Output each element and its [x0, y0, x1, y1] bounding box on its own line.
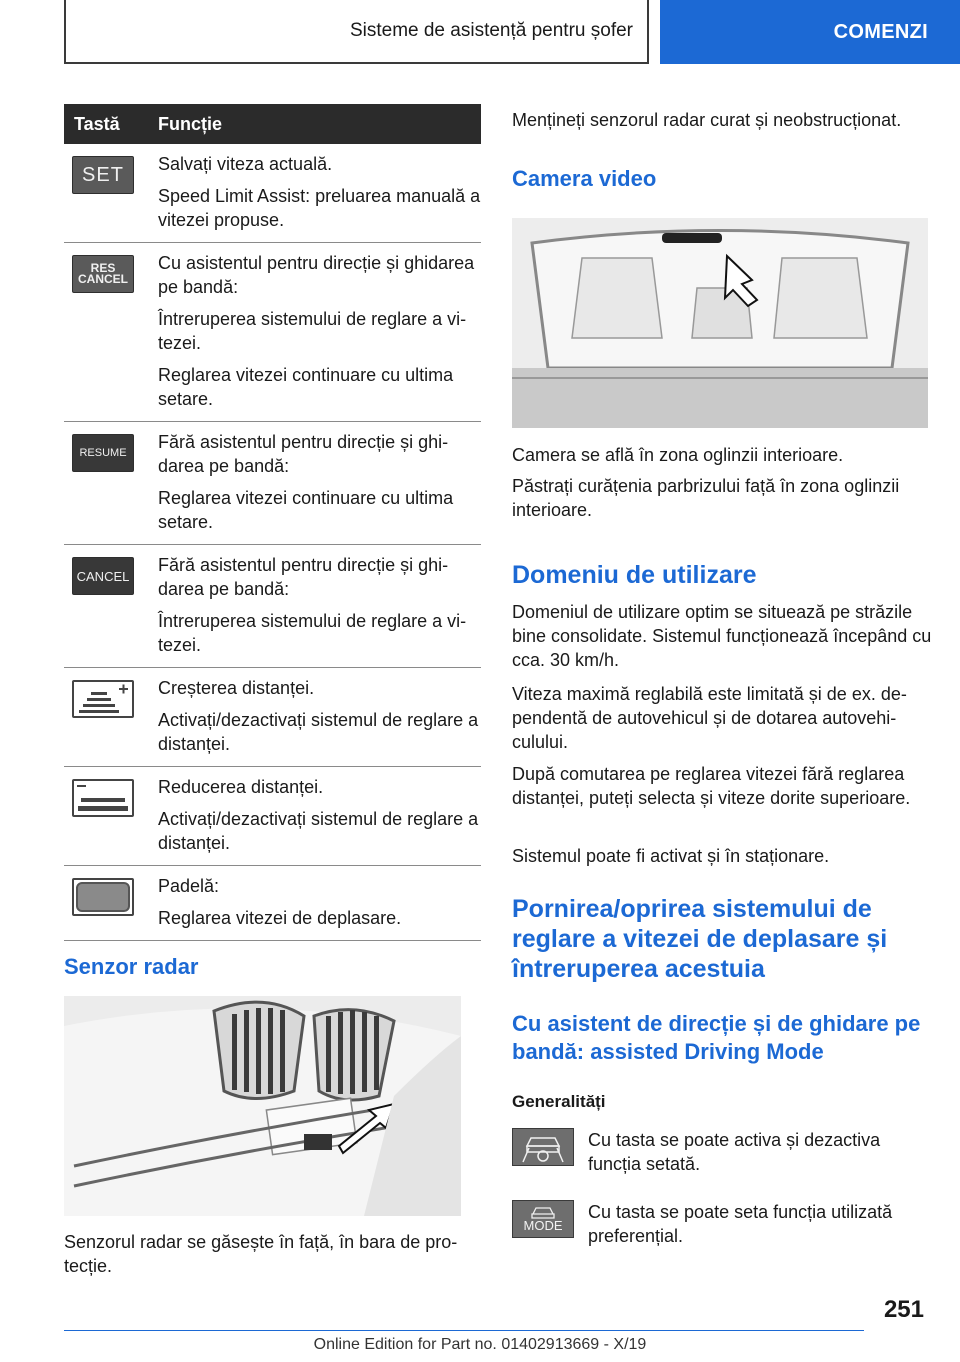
- domain-text-4: Sistemul poate fi activat și în staționare.: [512, 846, 830, 866]
- table-row: [64, 668, 481, 767]
- chapter-tab[interactable]: [660, 0, 960, 64]
- row-text: Întreruperea sistemului de reglare a vitezei.: [158, 611, 467, 655]
- table-row: [64, 243, 481, 422]
- radar-intro-text: Mențineți senzorul radar curat și neobstrucționat.: [512, 110, 902, 130]
- col-header-key: Tastă: [64, 104, 150, 144]
- res-cancel-key-icon: RES CANCEL: [72, 255, 134, 293]
- page-number: 251: [883, 1296, 924, 1323]
- radar-sensor-photo: [64, 996, 461, 1216]
- assist-button-text: Cu tasta se poate activa și dezactiva funcția setată.: [588, 1130, 881, 1174]
- assisted-driving-key-icon: [512, 1128, 574, 1166]
- paddle-key-icon: [72, 878, 134, 916]
- row-text: Fără asistentul pentru direcție și ghidarea pe bandă:: [158, 432, 449, 476]
- camera-text-1: Camera se află în zona oglinzii interioare.: [512, 445, 844, 465]
- radar-heading: Senzor radar: [64, 954, 199, 979]
- row-text: Reglarea vitezei continuare cu ultima setare.: [158, 488, 454, 532]
- row-text: Activați/dezactivați sistemul de reglare a distanței.: [158, 809, 479, 853]
- row-text: Creșterea distanței.: [158, 678, 315, 698]
- col-header-function: Funcție: [150, 104, 481, 144]
- mode-button-text: Cu tasta se poate seta funcția utilizată preferențial.: [588, 1202, 893, 1246]
- row-text: Speed Limit Assist: preluarea manuală a vitezei propuse.: [158, 186, 481, 230]
- section-title: Sisteme de asistență pentru șofer: [349, 20, 633, 41]
- row-text: Fără asistentul pentru direcție și ghidarea pe bandă:: [158, 555, 449, 599]
- set-key-icon: SET: [72, 156, 134, 194]
- row-text: Reglarea vitezei de deplasare.: [158, 908, 402, 928]
- table-row: [64, 144, 481, 243]
- table-row: [64, 866, 481, 941]
- row-text: Reducerea distanței.: [158, 777, 324, 797]
- table-row: [64, 422, 481, 545]
- domain-heading: Domeniu de utilizare: [512, 561, 757, 589]
- mode-key-label: MODE: [523, 1218, 563, 1233]
- camera-text-2: Păstrați curățenia parbrizului față în zona oglinzii interioare.: [512, 476, 900, 520]
- domain-text-1: Domeniul de utilizare optim se situează pe străzile bine consolidate. Sistemul funcționează începând cu cca. 30 km/h.: [512, 602, 932, 670]
- row-text: Reglarea vitezei continuare cu ultima setare.: [158, 365, 454, 409]
- distance-minus-key-icon: [72, 779, 134, 817]
- edition-footer: Online Edition for Part no. 01402913669 - X/19: [313, 1336, 647, 1353]
- camera-heading: Camera video: [512, 166, 657, 191]
- distance-plus-key-icon: [72, 680, 134, 718]
- table-row: [64, 545, 481, 668]
- onoff-heading: Pornirea/oprirea sistemului de reglare a vitezei de deplasare și întreruperea acestuia: [512, 895, 888, 983]
- chapter-title: COMENZI: [833, 20, 928, 43]
- running-header: [64, 0, 649, 64]
- domain-text-3: După comutarea pe reglarea vitezei fără reglarea distanței, puteți selecta și viteze dorite superioare.: [512, 764, 911, 808]
- assist-heading: Cu asistent de direcție și de ghidare pe bandă: assisted Driving Mode: [512, 1011, 921, 1064]
- row-text: Activați/dezactivați sistemul de reglare a distanței.: [158, 710, 479, 754]
- row-text: Salvați viteza actuală.: [158, 154, 333, 174]
- resume-key-icon: RESUME: [72, 434, 134, 472]
- table-row: [64, 767, 481, 866]
- footer-divider: [64, 1330, 864, 1331]
- mode-key-icon: [512, 1200, 574, 1238]
- assist-button-row: [512, 1128, 928, 1176]
- key-function-table: [64, 104, 481, 941]
- cancel-key-icon: CANCEL: [72, 557, 134, 595]
- row-text: Întreruperea sistemului de reglare a vitezei.: [158, 309, 467, 353]
- row-text: Padelă:: [158, 876, 220, 896]
- mode-button-row: [512, 1200, 928, 1248]
- row-text: Cu asistentul pentru direcție și ghidarea pe bandă:: [158, 253, 475, 297]
- radar-caption: Senzorul radar se găsește în față, în bara de protecție.: [64, 1232, 458, 1276]
- domain-text-2: Viteza maximă reglabilă este limitată și de ex. dependentă de autovehicul și de dotarea autovehiculului.: [512, 684, 907, 752]
- camera-photo: [512, 218, 928, 428]
- left-column: [64, 104, 481, 941]
- general-heading: Generalități: [512, 1092, 606, 1111]
